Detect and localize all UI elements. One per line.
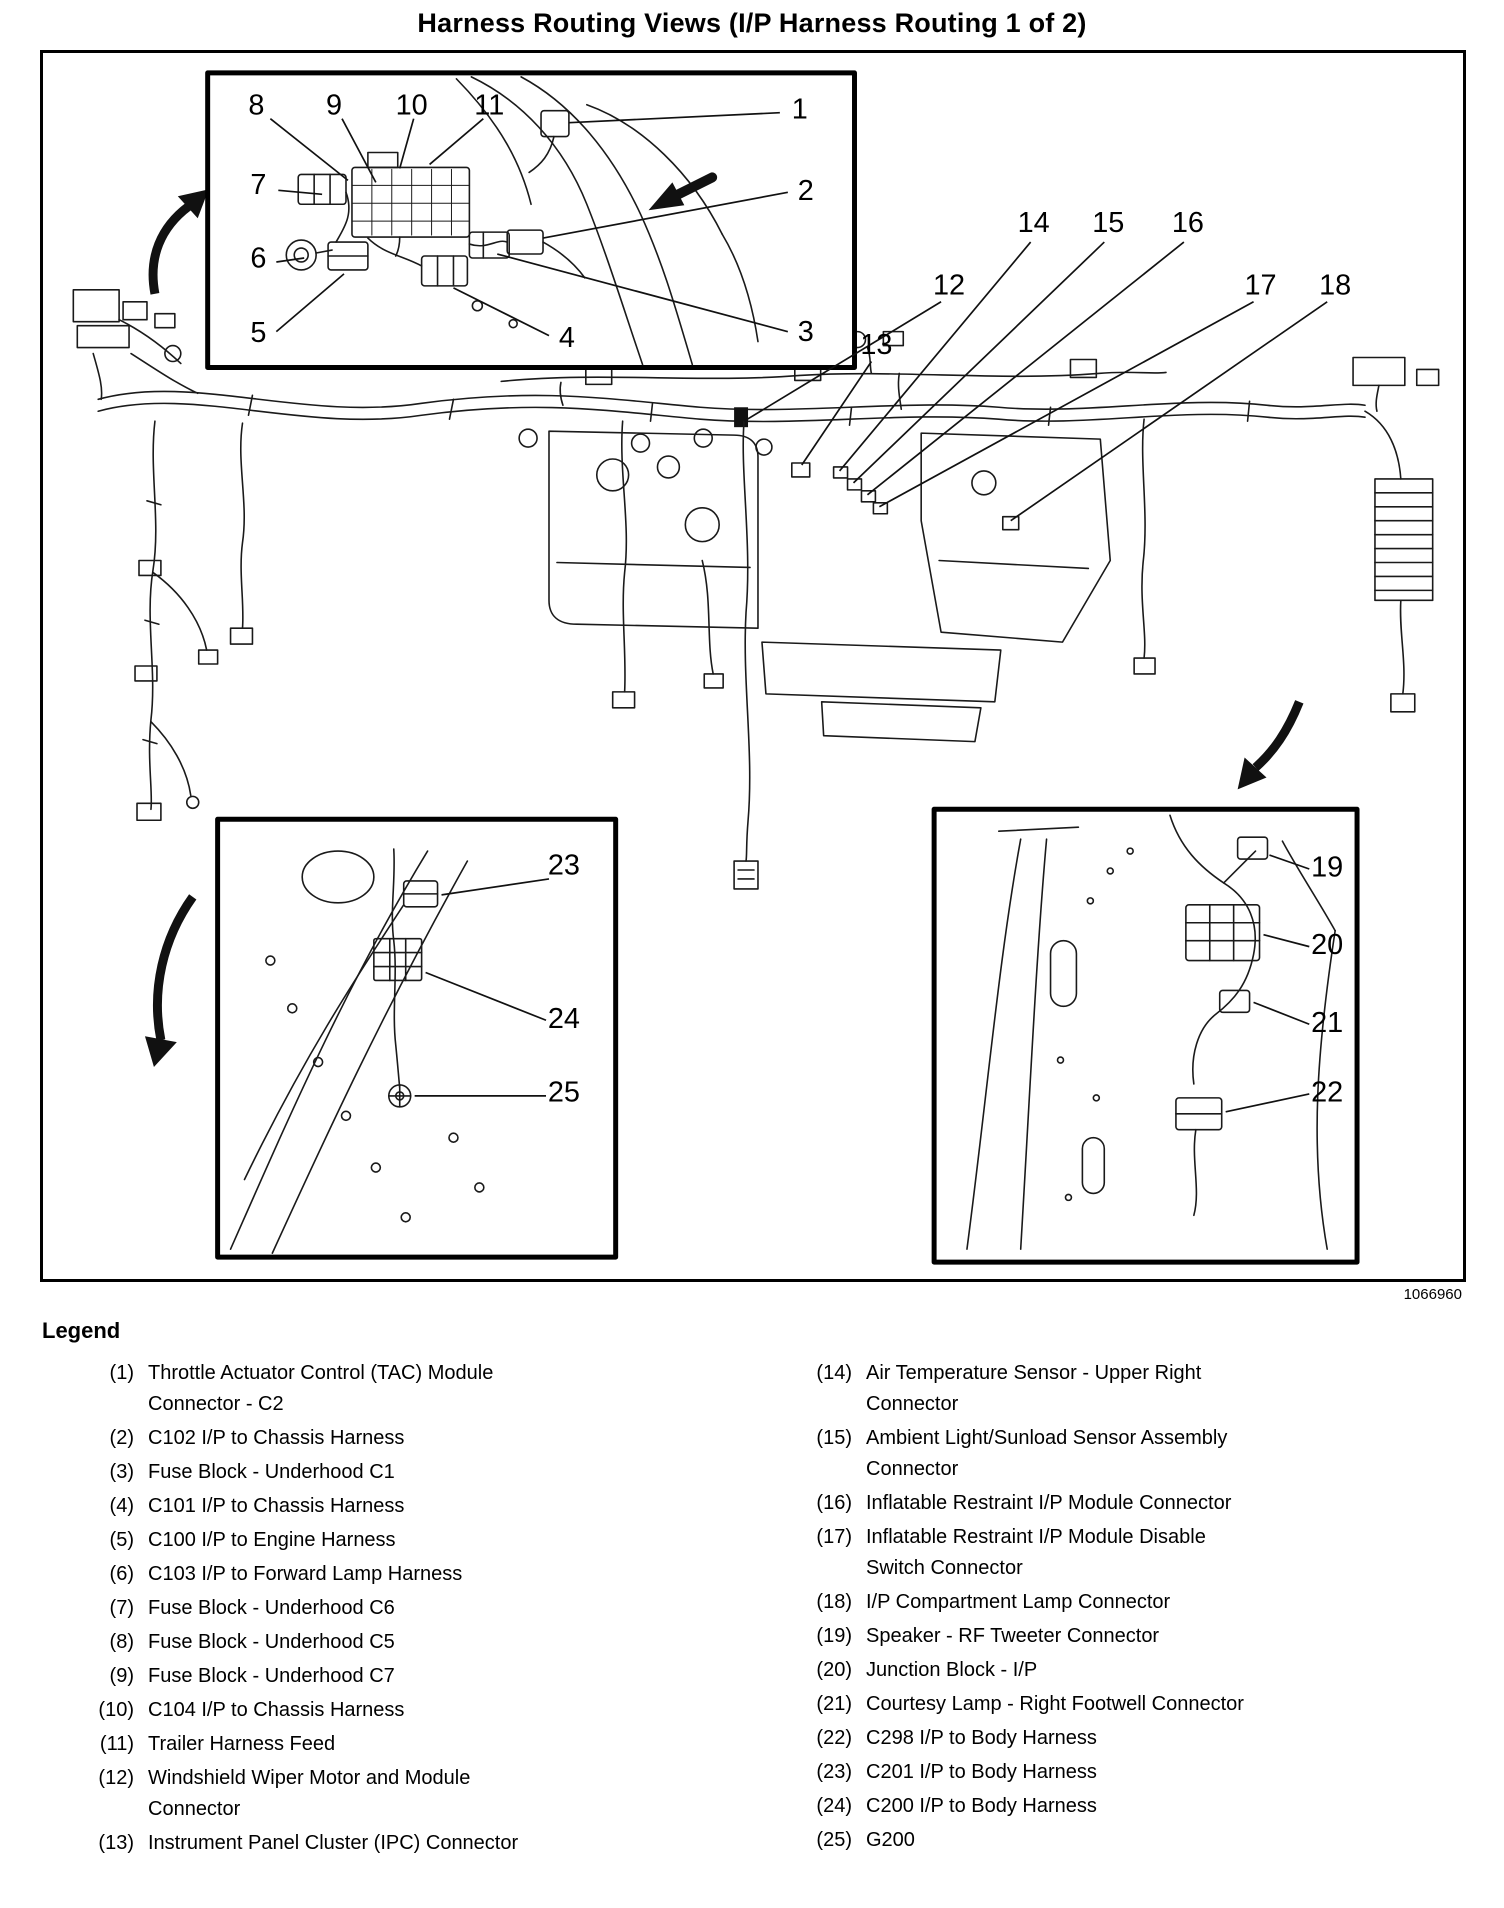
legend-item-number: (24) [816, 1795, 852, 1817]
callout-3: 3 [797, 316, 814, 349]
arrow-head-bottom-left [145, 1036, 177, 1067]
callout-2: 2 [797, 174, 814, 207]
legend-item-text: Junction Block - I/P [866, 1659, 1038, 1681]
inset-bottom-right [934, 809, 1357, 1262]
legend-item-number: (9) [109, 1665, 134, 1687]
legend-item-number: (11) [99, 1733, 134, 1755]
legend-item-number: (16) [816, 1492, 852, 1514]
callout-20: 20 [1311, 929, 1344, 962]
legend-item-7 [42, 1593, 760, 1624]
legend-item-number: (18) [816, 1591, 852, 1613]
legend-item-22 [760, 1723, 1472, 1754]
legend-item-number: (7) [109, 1597, 134, 1619]
legend-item-number: (2) [109, 1427, 134, 1449]
legend-item-14 [760, 1358, 1472, 1420]
callout-24: 24 [547, 1002, 580, 1035]
legend-item-number: (21) [816, 1693, 852, 1715]
legend-item-12 [42, 1763, 760, 1825]
legend-item-number: (17) [816, 1526, 852, 1548]
callout-13: 13 [860, 329, 893, 362]
callout-19: 19 [1311, 851, 1344, 884]
legend-item-number: (6) [109, 1563, 134, 1585]
callout-1: 1 [791, 93, 808, 126]
page-title: Harness Routing Views (I/P Harness Routing 1 of 2) [417, 8, 1087, 38]
callout-17: 17 [1244, 269, 1277, 302]
callout-14: 14 [1017, 206, 1050, 239]
inset-bottom-left-border [218, 819, 616, 1257]
legend-item-8 [42, 1627, 760, 1658]
legend-item-text: Courtesy Lamp - Right Footwell Connector [866, 1693, 1244, 1715]
legend-item-19 [760, 1621, 1472, 1652]
callout-23: 23 [547, 849, 580, 882]
legend-item-number: (25) [816, 1829, 852, 1851]
legend-item-number: (14) [816, 1362, 852, 1384]
legend-item-3 [42, 1457, 760, 1488]
inset-bottom-right-border [934, 809, 1357, 1262]
callout-15: 15 [1092, 206, 1125, 239]
legend-item-text: Windshield Wiper Motor and Module Connector [148, 1767, 471, 1820]
legend-heading: Legend [42, 1318, 121, 1343]
legend-item-number: (10) [98, 1699, 134, 1721]
diagram-frame [40, 50, 1466, 1282]
legend-item-18 [760, 1587, 1472, 1618]
legend-item-number: (20) [816, 1659, 852, 1681]
legend-item-2 [42, 1423, 760, 1454]
callout-7: 7 [250, 168, 267, 201]
callout-9: 9 [326, 89, 343, 122]
legend-item-5 [42, 1525, 760, 1556]
legend-item-number: (3) [109, 1461, 134, 1483]
legend-item-text: C298 I/P to Body Harness [866, 1727, 1097, 1749]
legend-item-11 [42, 1729, 760, 1760]
legend-item-text: C102 I/P to Chassis Harness [148, 1427, 405, 1449]
callout-4: 4 [558, 322, 575, 355]
callout-25: 25 [547, 1076, 580, 1109]
legend [42, 1358, 1472, 1862]
legend-item-20 [760, 1655, 1472, 1686]
callout-6: 6 [250, 242, 267, 275]
legend-item-23 [760, 1757, 1472, 1788]
legend-item-number: (5) [109, 1529, 134, 1551]
legend-item-text: C100 I/P to Engine Harness [148, 1529, 396, 1551]
legend-column-left [42, 1358, 760, 1862]
legend-item-text: Air Temperature Sensor - Upper Right Connector [866, 1362, 1202, 1415]
legend-item-4 [42, 1491, 760, 1522]
callout-22: 22 [1311, 1076, 1344, 1109]
arrow-to-bottom-right-inset [1256, 702, 1300, 768]
legend-item-15 [760, 1423, 1472, 1485]
legend-item-13 [42, 1828, 760, 1859]
legend-item-text: Instrument Panel Cluster (IPC) Connector [148, 1832, 519, 1854]
legend-item-number: (4) [109, 1495, 134, 1517]
legend-item-number: (1) [109, 1362, 134, 1384]
callout-8: 8 [248, 89, 265, 122]
legend-item-6 [42, 1559, 760, 1590]
legend-item-number: (12) [98, 1767, 134, 1789]
legend-item-text: Speaker - RF Tweeter Connector [866, 1625, 1160, 1647]
callout-11: 11 [474, 89, 505, 122]
legend-item-text: I/P Compartment Lamp Connector [866, 1591, 1171, 1613]
callout-16: 16 [1171, 206, 1204, 239]
arrow-to-bottom-left-inset [157, 897, 192, 1040]
callout-12: 12 [932, 269, 966, 302]
main-harness-drawing [73, 290, 1438, 889]
legend-item-text: G200 [866, 1829, 915, 1851]
legend-item-1 [42, 1358, 760, 1420]
legend-item-10 [42, 1695, 760, 1726]
legend-item-text: Ambient Light/Sunload Sensor Assembly Connector [866, 1427, 1228, 1480]
legend-item-17 [760, 1522, 1472, 1584]
legend-item-text: C200 I/P to Body Harness [866, 1795, 1097, 1817]
legend-item-text: Fuse Block - Underhood C5 [148, 1631, 395, 1653]
legend-item-text: Trailer Harness Feed [148, 1733, 336, 1755]
legend-item-25 [760, 1825, 1472, 1856]
legend-item-text: Throttle Actuator Control (TAC) Module Connector - C2 [148, 1362, 494, 1415]
legend-item-9 [42, 1661, 760, 1692]
legend-item-text: C101 I/P to Chassis Harness [148, 1495, 405, 1517]
legend-item-text: Inflatable Restraint I/P Module Disable Switch Connector [866, 1526, 1206, 1579]
legend-item-text: Fuse Block - Underhood C1 [148, 1461, 395, 1483]
inset-bottom-left [218, 819, 616, 1257]
legend-item-text: C103 I/P to Forward Lamp Harness [148, 1563, 463, 1585]
legend-column-right [760, 1358, 1472, 1862]
arrow-to-top-left-inset [153, 206, 189, 294]
legend-item-number: (15) [816, 1427, 852, 1449]
legend-item-number: (23) [816, 1761, 852, 1783]
callout-21: 21 [1311, 1006, 1344, 1039]
legend-item-text: Inflatable Restraint I/P Module Connector [866, 1492, 1232, 1514]
legend-item-number: (19) [816, 1625, 852, 1647]
legend-item-text: C201 I/P to Body Harness [866, 1761, 1097, 1783]
legend-item-text: Fuse Block - Underhood C7 [148, 1665, 395, 1687]
legend-item-16 [760, 1488, 1472, 1519]
legend-item-number: (8) [109, 1631, 134, 1653]
callout-10: 10 [395, 89, 428, 122]
harness-diagram-svg [43, 53, 1463, 1279]
callout-5: 5 [250, 317, 267, 350]
legend-item-text: C104 I/P to Chassis Harness [148, 1699, 405, 1721]
figure-number: 1066960 [1403, 1286, 1462, 1303]
legend-item-number: (13) [98, 1832, 134, 1854]
legend-item-21 [760, 1689, 1472, 1720]
legend-item-text: Fuse Block - Underhood C6 [148, 1597, 395, 1619]
legend-item-number: (22) [816, 1727, 852, 1749]
legend-item-24 [760, 1791, 1472, 1822]
callout-18: 18 [1319, 269, 1352, 302]
